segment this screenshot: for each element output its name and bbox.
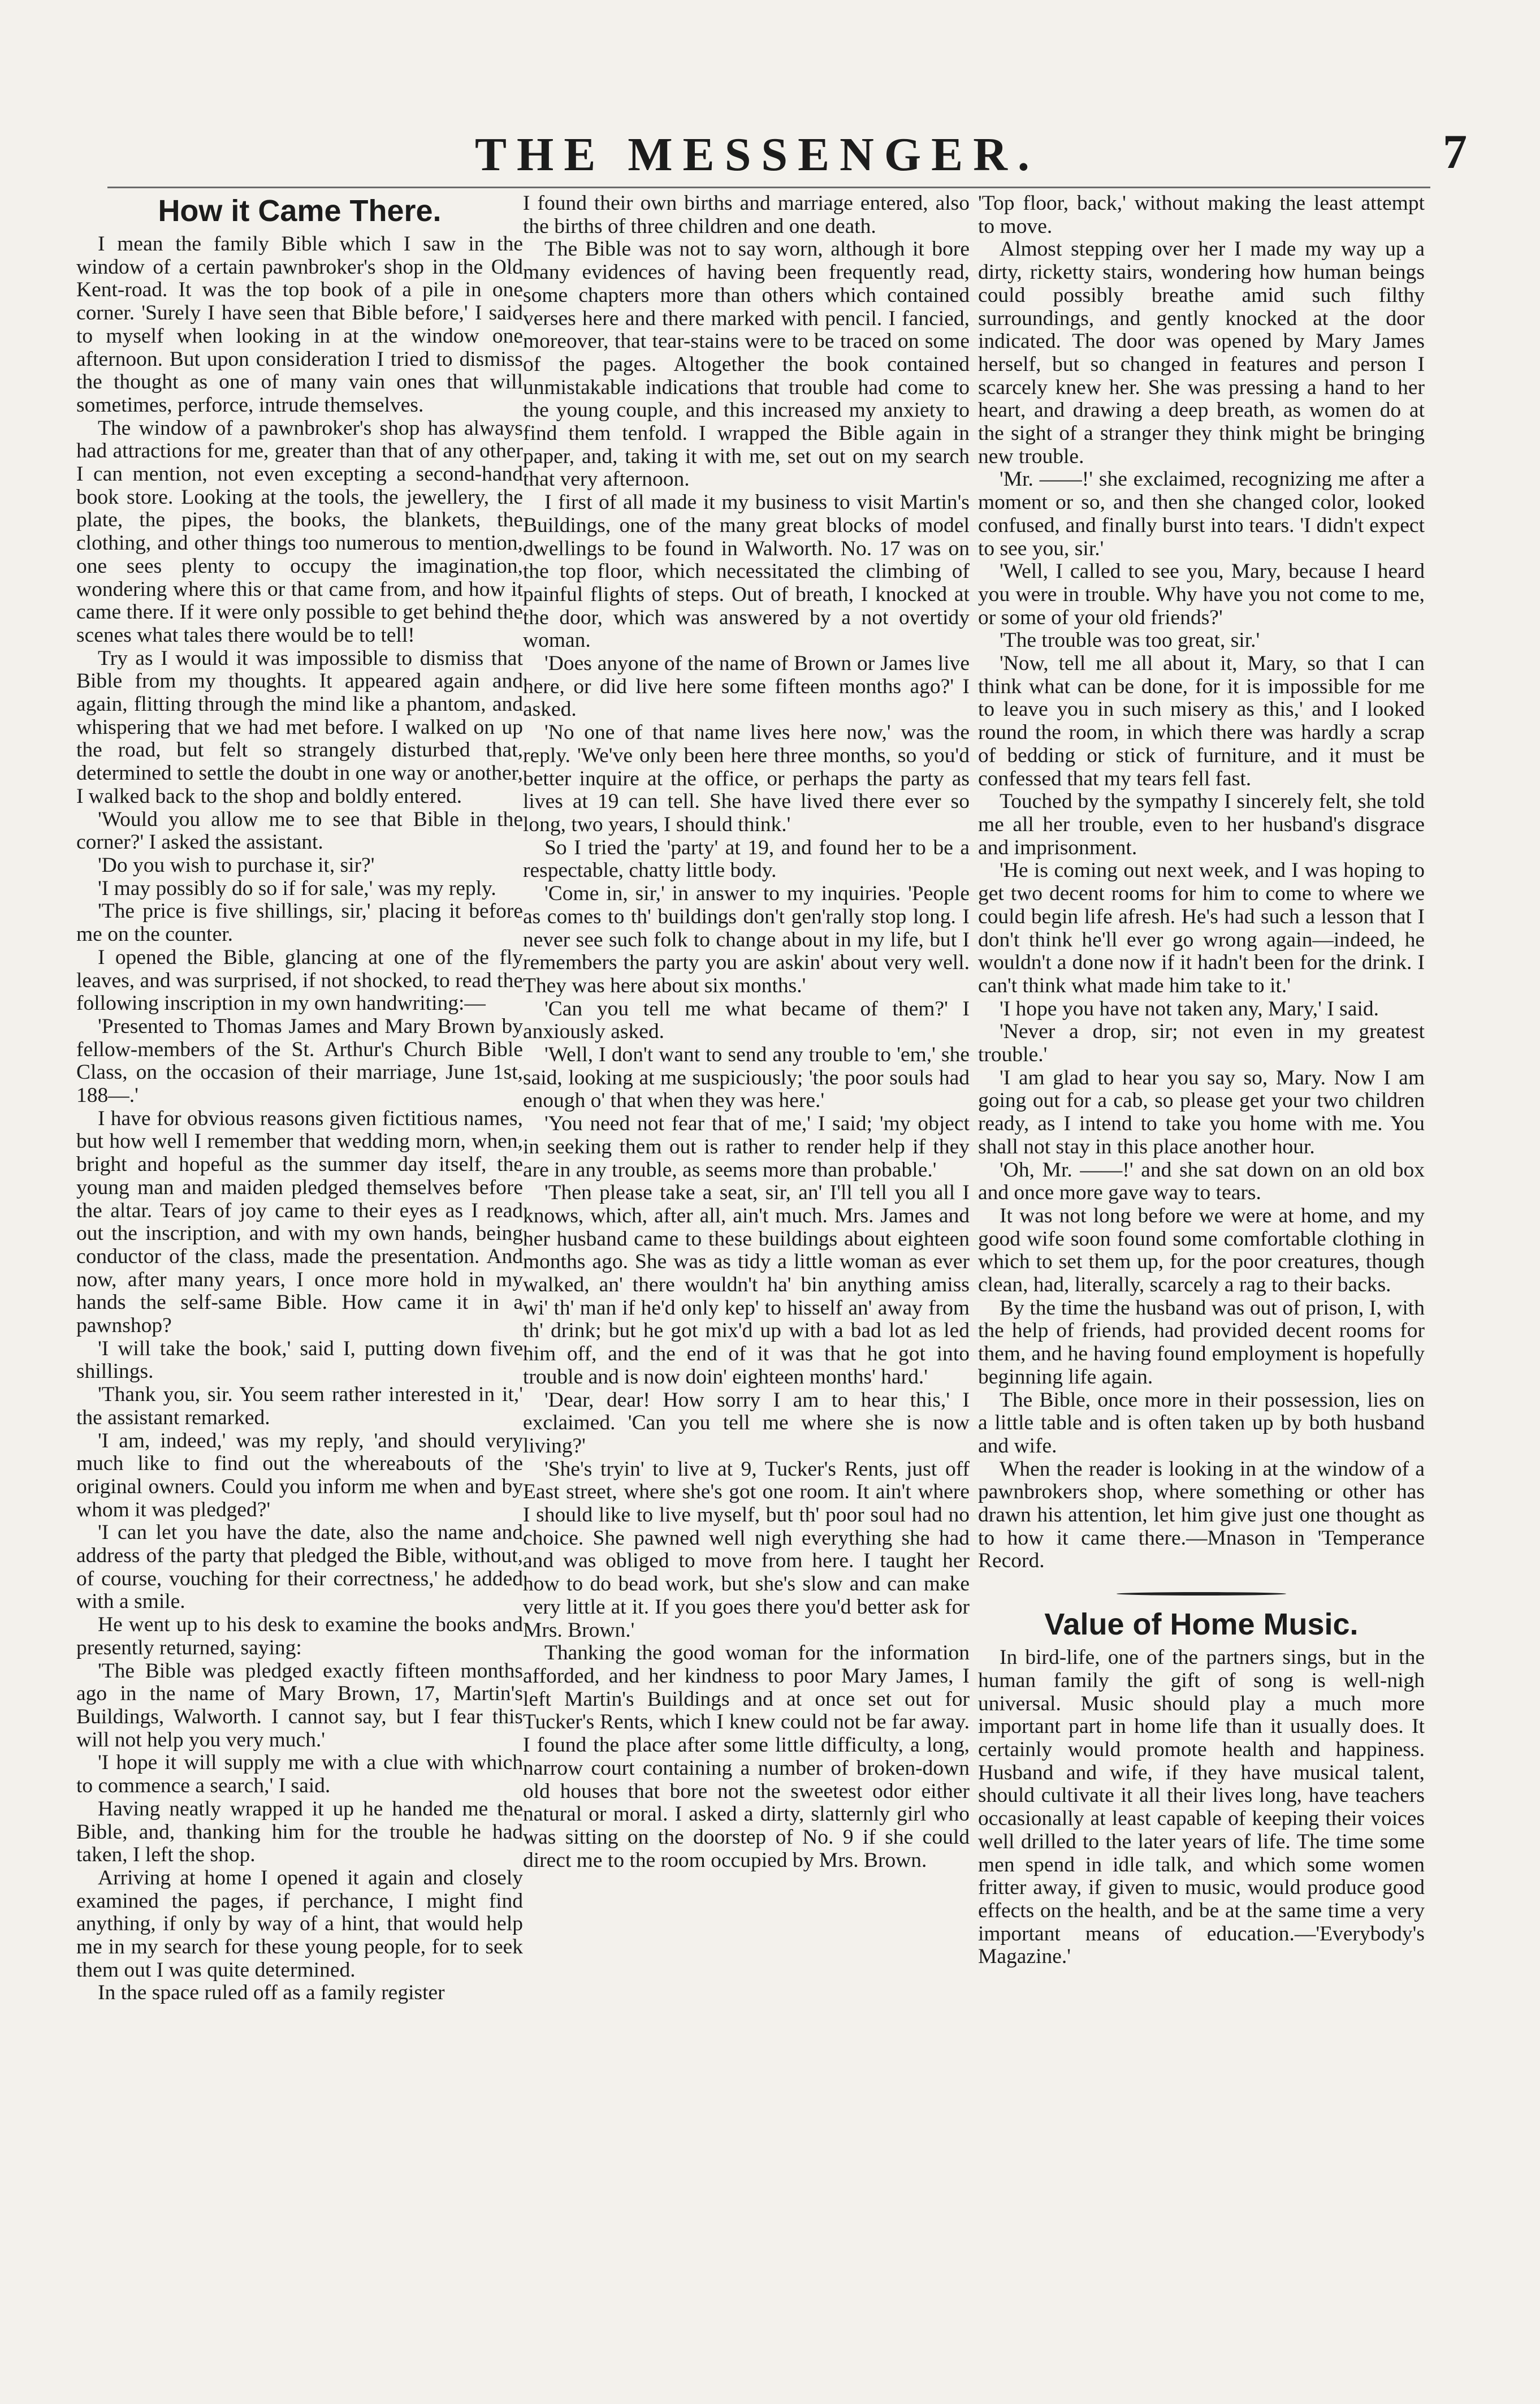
paragraph: Arriving at home I opened it again and closely examined the pages, if perchance, I might find anything, if only by way of a hint, that would help me in my search for these young people, for to seek them out I was quite determined. <box>76 1866 523 1982</box>
paragraph: He went up to his desk to examine the books and presently returned, saying: <box>76 1613 523 1659</box>
page-number: 7 <box>1443 124 1467 179</box>
paragraph: 'Do you wish to purchase it, sir?' <box>98 853 375 877</box>
paragraph: 'I am, indeed,' was my reply, 'and should very much like to find out the whereabouts of the original owners. Could you inform me when and by whom it was pledged?' <box>76 1429 523 1521</box>
paragraph: 'Would you allow me to see that Bible in the corner?' I asked the assistant. <box>76 807 523 854</box>
paragraph: In the space ruled off as a family register <box>98 1981 445 2005</box>
article-2-text <box>978 1646 1425 1969</box>
paragraph: 'I hope it will supply me with a clue with which to commence a search,' I said. <box>76 1751 523 1798</box>
paragraph: By the time the husband was out of prison, I, with the help of friends, had provided decent rooms for them, and he having found employment is hopefully beginning life again. <box>978 1296 1425 1389</box>
paragraph: 'Oh, Mr. ——!' and she sat down on an old box and once more gave way to tears. <box>978 1158 1425 1205</box>
paragraph: When the reader is looking in at the window of a pawnbrokers shop, where something or other has drawn his attention, let him give just one thought as to how it came there.—Mnason in 'Temperance Record. <box>978 1457 1425 1573</box>
paragraph: 'Well, I don't want to send any trouble to 'em,' she said, looking at me suspiciously; 'the poor souls had enough o' that when they was here.' <box>523 1043 970 1113</box>
paragraph: 'The price is five shillings, sir,' placing it before me on the counter. <box>76 900 523 946</box>
article-heading-2: Value of Home Music. <box>1044 1607 1359 1642</box>
header-rule <box>107 187 1430 188</box>
paragraph: The Bible, once more in their possession, lies on a little table and is often taken up by both husband and wife. <box>978 1388 1425 1458</box>
paragraph: 'I am glad to hear you say so, Mary. Now I am going out for a cab, so please get your two children ready, as I intend to take you home with me. You shall not stay in this place another hour. <box>978 1066 1425 1158</box>
paragraph: Almost stepping over her I made my way up a dirty, ricketty stairs, wondering how human beings could possibly breathe amid such filthy surroundings, and gently knocked at the door indicated. The door was opened by Mary James herself, but so changed in features and person I scarcely knew her. She was pressing a hand to her heart, and drawing a deep breath, as women do at the sight of a stranger they think might be bringing new trouble. <box>978 237 1425 468</box>
paragraph: In bird-life, one of the partners sings, but in the human family the gift of song is well-nigh universal. Music should play a much more important part in home life than it usually does. It certainly would promote health and happiness. Husband and wife, if they have musical talent, should cultivate it all their lives long, have teachers occasionally at least capable of keeping their voices well drilled to the later years of life. The time some men spend in idle talk, and which some women fritter away, if given to music, would produce good effects on the health, and be at the same time a very important means of education.—'Everybody's Magazine.' <box>978 1646 1425 1969</box>
paragraph: 'You need not fear that of me,' I said; 'my object in seeking them out is rather to render help if they are in any trouble, as seems more than probable.' <box>523 1112 970 1182</box>
paragraph: Try as I would it was impossible to dismiss that Bible from my thoughts. It appeared again and again, flitting through the mind like a phantom, and whispering that we had met before. I walked on up the road, but felt so strangely disturbed that, determined to settle the doubt in one way or another, I walked back to the shop and boldly entered. <box>76 646 523 808</box>
article-heading: How it Came There. <box>158 194 442 228</box>
paragraph: Touched by the sympathy I sincerely felt, she told me all her trouble, even to her husband's disgrace and imprisonment. <box>978 790 1425 859</box>
paragraph: 'I will take the book,' said I, putting down five shillings. <box>76 1337 523 1383</box>
paragraph: 'She's tryin' to live at 9, Tucker's Rents, just off East street, where she's got one room. It ain't where I should like to live myself, but th' poor soul had no choice. She pawned well nigh everything she had and was obliged to move from here. I taught her how to do bead work, but she's slow and can make very little at it. If you goes there you'd better ask for Mrs. Brown.' <box>523 1457 970 1642</box>
paragraph: The Bible was not to say worn, although it bore many evidences of having been frequently read, some chapters more than others which contained verses here and there marked with pencil. I fancied, moreover, that tear-stains were to be traced on some of the pages. Altogether the book contained unmistakable indications that trouble had come to the young couple, and this increased my anxiety to find them tenfold. I wrapped the Bible again in paper, and, taking it with me, set out on my search that very afternoon. <box>523 237 970 491</box>
paragraph: 'Never a drop, sir; not even in my greatest trouble.' <box>978 1020 1425 1067</box>
paragraph: 'I may possibly do so if for sale,' was my reply. <box>98 876 496 900</box>
paragraph: 'He is coming out next week, and I was hoping to get two decent rooms for him to come to where we could begin life afresh. He's had such a lesson that I don't think he'll ever go wrong again—indeed, he wouldn't a done now if it hadn't been for the drink. I can't think what made him take to it.' <box>978 859 1425 997</box>
paragraph: I opened the Bible, glancing at one of the fly leaves, and was surprised, if not shocked, to read the following inscription in my own handwriting:— <box>76 945 523 1015</box>
paragraph: The window of a pawnbroker's shop has always had attractions for me, greater than that of any other I can mention, not even excepting a second-hand book store. Looking at the tools, the jewellery, the plate, the pipes, the books, the blankets, the clothing, and other things too numerous to mention, one sees plenty to occupy the imagination, wondering where this or that came from, and how it came there. If it were only possible to get behind the scenes what tales there would be to tell! <box>76 416 523 647</box>
paragraph: 'Dear, dear! How sorry I am to hear this,' I exclaimed. 'Can you tell me where she is now living?' <box>523 1388 970 1458</box>
column-1-text <box>76 233 523 2005</box>
column-2 <box>523 192 970 1872</box>
masthead: THE MESSENGER. <box>475 128 1040 181</box>
paragraph: 'Top floor, back,' without making the least attempt to move. <box>978 192 1425 238</box>
paragraph: 'I hope you have not taken any, Mary,' I said. <box>1000 997 1379 1021</box>
paragraph: Having neatly wrapped it up he handed me the Bible, and, thanking him for the trouble he had taken, I left the shop. <box>76 1797 523 1867</box>
paragraph: 'Then please take a seat, sir, an' I'll tell you all I knows, which, after all, ain't much. Mrs. James and her husband came to these buildings about eighteen months ago. She was as tidy a little woman as ever walked, an' there wouldn't ha' bin anything amiss wi' th' man if he'd only kep' to hisself an' away from th' drink; but he got mix'd up with a bad lot as led him off, and the end of it was that he got into trouble and is now doin' eighteen months' hard.' <box>523 1181 970 1389</box>
column-3 <box>978 192 1425 1969</box>
paragraph: I first of all made it my business to visit Martin's Buildings, one of the many great blocks of model dwellings to be found in Walworth. No. 17 was on the top floor, which necessitated the climbing of painful flights of steps. Out of breath, I knocked at the door, which was answered by a not overtidy woman. <box>523 491 970 652</box>
paragraph: 'Does anyone of the name of Brown or James live here, or did live here some fifteen months ago?' I asked. <box>523 652 970 721</box>
paragraph: So I tried the 'party' at 19, and found her to be a respectable, chatty little body. <box>523 836 970 883</box>
section-divider <box>1117 1592 1286 1596</box>
column-2-text <box>523 192 970 1872</box>
paragraph: I found their own births and marriage entered, also the births of three children and one death. <box>523 192 970 238</box>
paragraph: Thanking the good woman for the information afforded, and her kindness to poor Mary James, I left Martin's Buildings and at once set out for Tucker's Rents, which I knew could not be far away. I found the place after some little difficulty, a long, narrow court containing a number of broken-down old houses that bore not the sweetest odor either natural or moral. I asked a dirty, slatternly girl who was sitting on the doorstep of No. 9 if she could direct me to the room occupied by Mrs. Brown. <box>523 1641 970 1872</box>
paragraph: 'The trouble was too great, sir.' <box>1000 629 1260 652</box>
column-1 <box>76 192 523 2005</box>
column-3-text <box>978 192 1425 1573</box>
paragraph: 'Thank you, sir. You seem rather interested in it,' the assistant remarked. <box>76 1383 523 1429</box>
paragraph: 'Presented to Thomas James and Mary Brown by fellow-members of the St. Arthur's Church Bible Class, on the occasion of their marriage, June 1st, 188—.' <box>76 1014 523 1108</box>
paragraph: 'Come in, sir,' in answer to my inquiries. 'People as comes to th' buildings don't gen'rally stop long. I never see such folk to change about in my life, but I remembers the party you are askin' about very well. They was here about six months.' <box>523 882 970 997</box>
paragraph: 'Mr. ——!' she exclaimed, recognizing me after a moment or so, and then she changed color, looked confused, and finally burst into tears. 'I didn't expect to see you, sir.' <box>978 468 1425 560</box>
paragraph: 'Well, I called to see you, Mary, because I heard you were in trouble. Why have you not come to me, or some of your old friends?' <box>978 560 1425 629</box>
paragraph: 'The Bible was pledged exactly fifteen months ago in the name of Mary Brown, 17, Martin's Buildings, Walworth. I cannot say, but I fear this will not help you very much.' <box>76 1659 523 1752</box>
paragraph: I have for obvious reasons given fictitious names, but how well I remember that wedding morn, when, bright and hopeful as the summer day itself, the young man and maiden pledged themselves before the altar. Tears of joy came to their eyes as I read out the inscription, and with my own hands, being conductor of the class, made the presentation. And now, after many years, I once more hold in my hands the self-same Bible. How came it in a pawnshop? <box>76 1106 523 1338</box>
paragraph: 'No one of that name lives here now,' was the reply. 'We've only been here three months, so you'd better inquire at the office, or perhaps the party as lives at 19 can tell. She have lived there ever so long, two years, I should think.' <box>523 721 970 836</box>
paragraph: It was not long before we were at home, and my good wife soon found some comfortable clothing in which to set them up, for the poor creatures, though clean, had, literally, scarcely a rag to their backs. <box>978 1204 1425 1297</box>
paragraph: 'Can you tell me what became of them?' I anxiously asked. <box>523 997 970 1044</box>
paragraph: 'I can let you have the date, also the name and address of the party that pledged the Bible, without, of course, vouching for their correctness,' he added with a smile. <box>76 1521 523 1614</box>
paragraph: 'Now, tell me all about it, Mary, so that I can think what can be done, for it is impossible for me to leave you in such misery as this,' and I looked round the room, in which there was hardly a scrap of bedding or stick of furniture, and it must be confessed that my tears fell fast. <box>978 652 1425 790</box>
paragraph: I mean the family Bible which I saw in the window of a certain pawnbroker's shop in the Old Kent-road. It was the top book of a pile in one corner. 'Surely I have seen that Bible before,' I said to myself when looking in at the window one afternoon. But upon consideration I tried to dismiss the thought as one of many vain ones that will sometimes, perforce, intrude themselves. <box>76 232 523 417</box>
